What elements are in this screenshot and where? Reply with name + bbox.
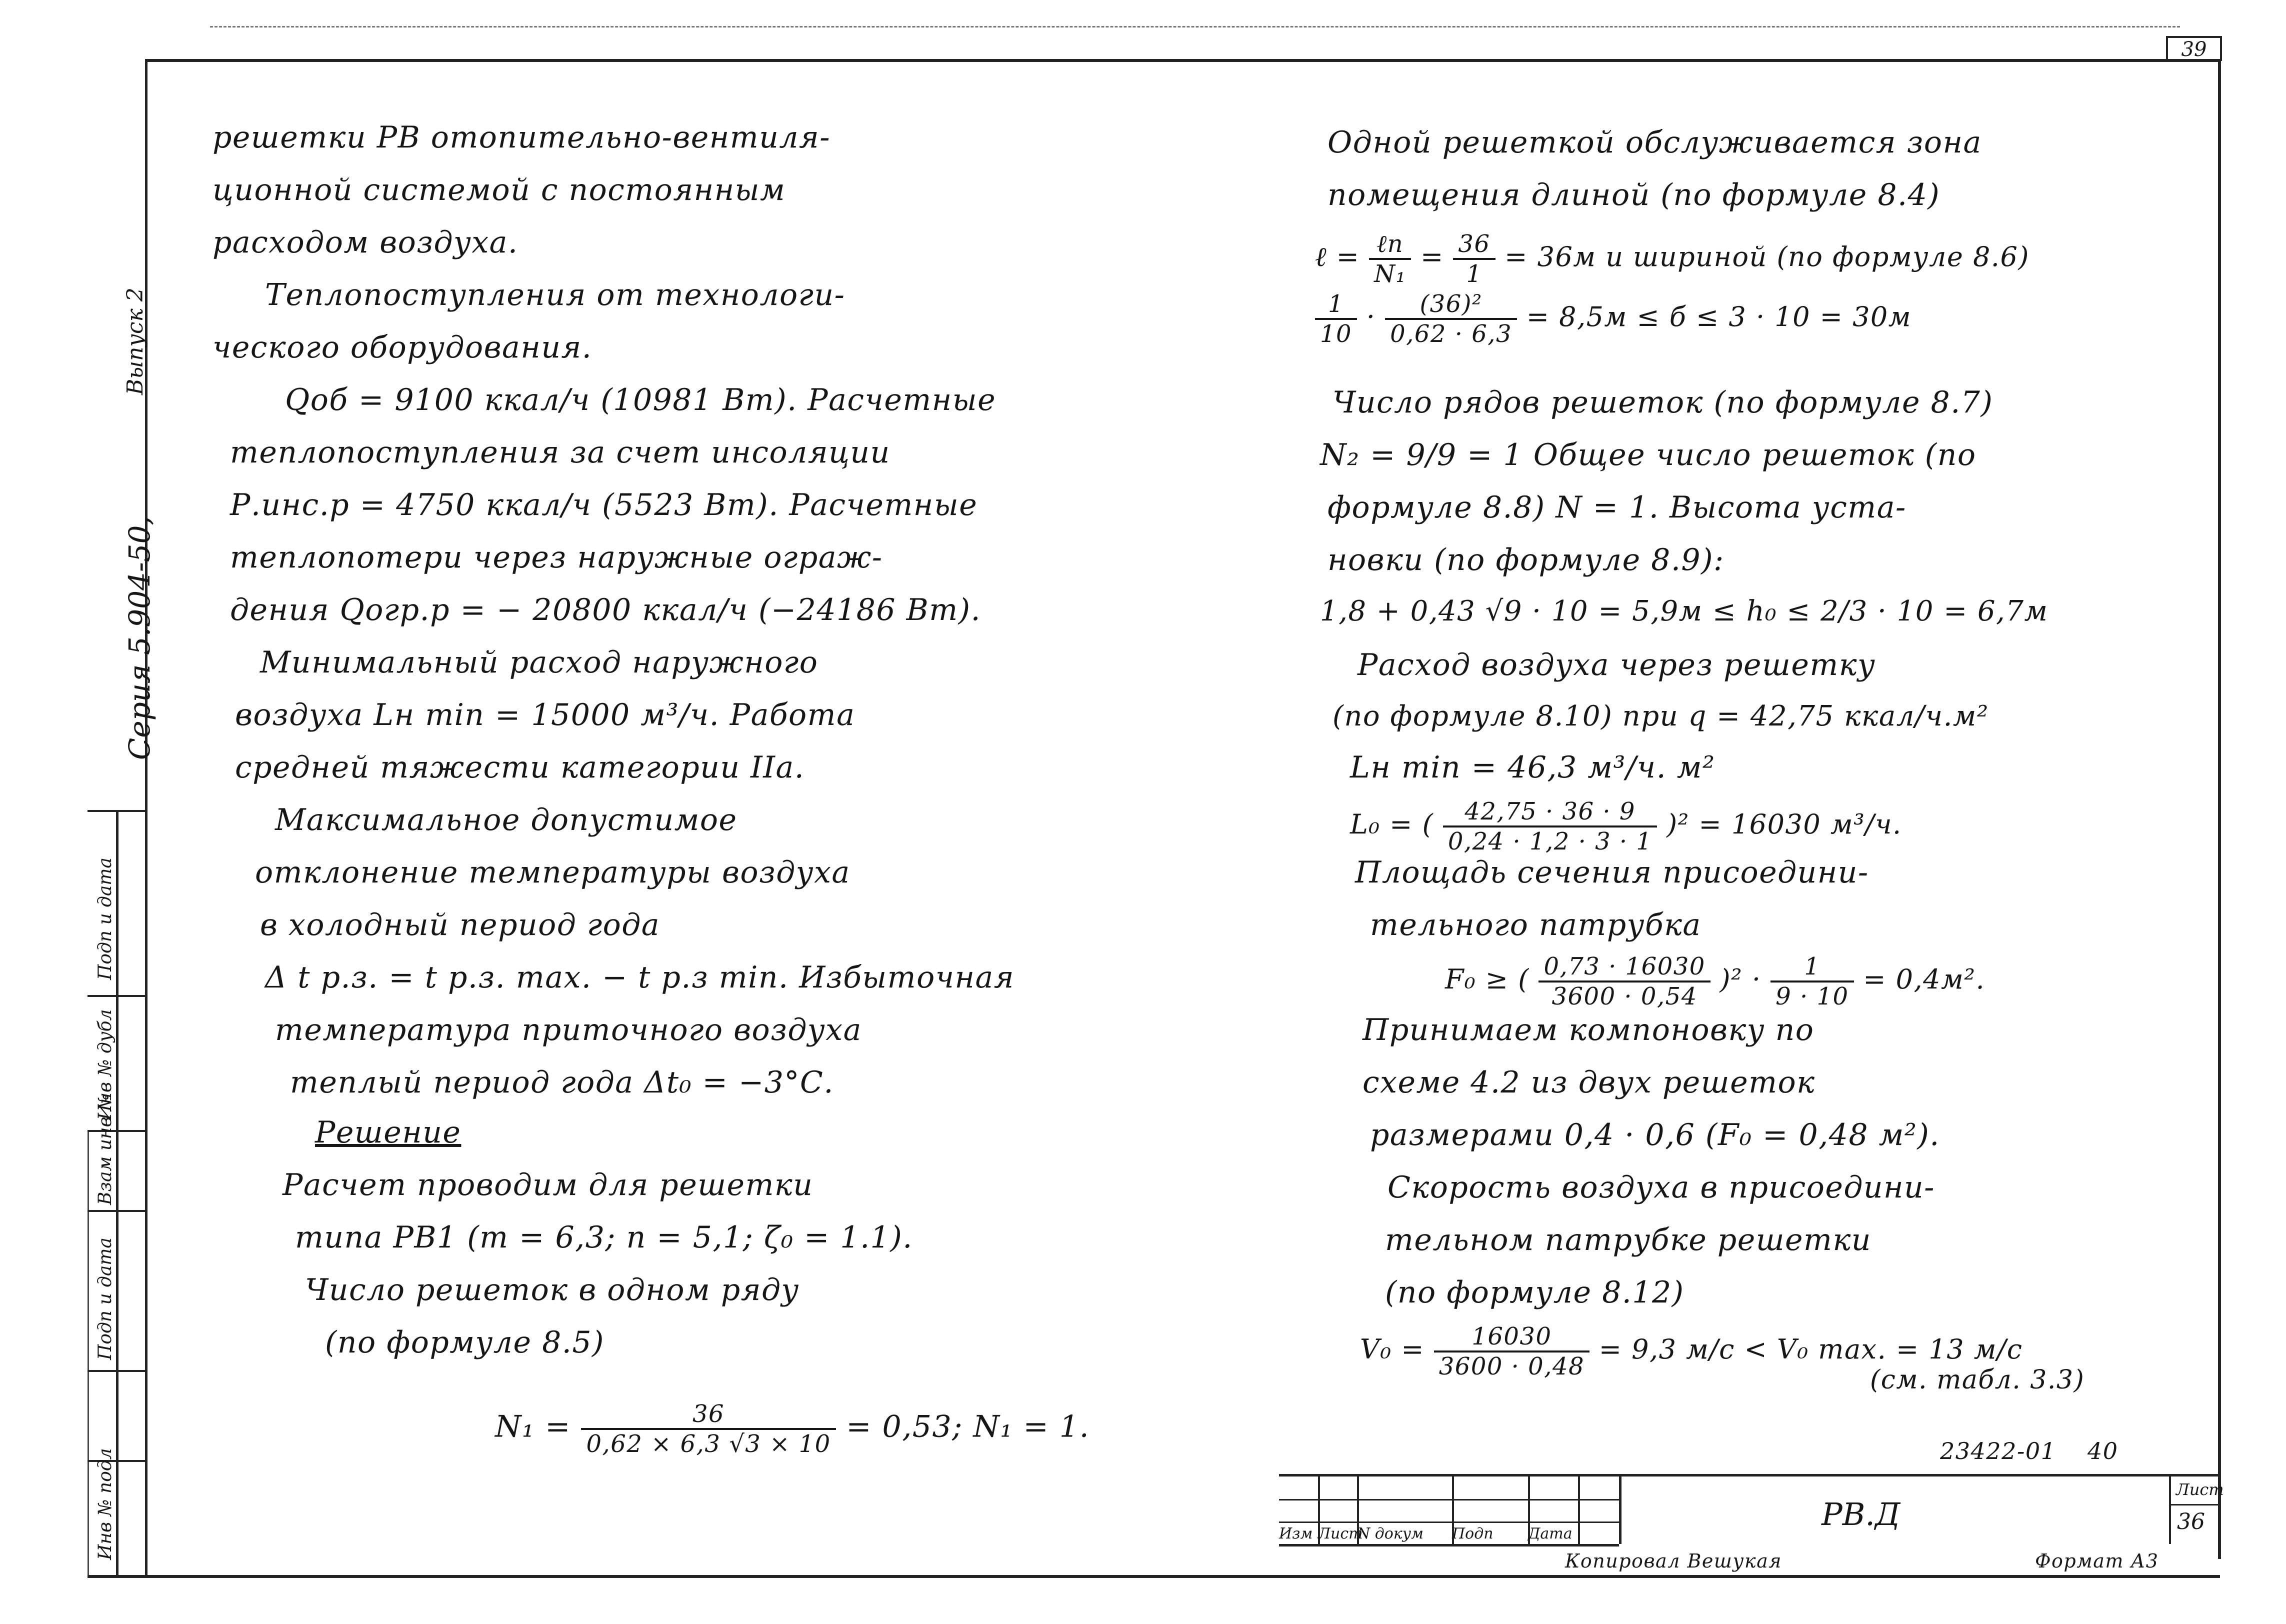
text-line: Принимаем компоновку по <box>1362 1012 1814 1048</box>
fraction <box>1385 290 1517 348</box>
formula-lhs: L₀ = ( <box>1350 808 1434 840</box>
fraction-denominator: 0,62 · 6,3 <box>1390 320 1512 348</box>
header-sign: Подп <box>1452 1525 1494 1542</box>
binding-divider <box>88 1370 145 1372</box>
header-date: Дата <box>1528 1525 1572 1542</box>
grid-row <box>1279 1499 1619 1500</box>
multiply-sign: · <box>1366 301 1376 332</box>
text-line: ционной системой с постоянным <box>212 172 786 208</box>
sheet-label: Лист <box>2176 1480 2224 1499</box>
text-line: Скорость воздуха в присоедини- <box>1388 1170 1935 1205</box>
formula-rhs: = 8,5м ≤ б ≤ 3 · 10 = 30м <box>1526 301 1912 332</box>
frame-top <box>145 59 2220 62</box>
text-line: тельного патрубка <box>1370 908 1702 942</box>
binding-cell: Инв № подл <box>95 1448 116 1560</box>
doc-code: 23422-01 <box>1940 1438 2056 1464</box>
text-line: схеме 4.2 из двух решеток <box>1362 1065 1816 1100</box>
fraction-numerator: (36)² <box>1385 290 1517 320</box>
text-line: ческого оборудования. <box>212 330 592 365</box>
text-line: воздуха Lн min = 15000 м³/ч. Работа <box>235 698 856 732</box>
binding-divider <box>88 810 145 812</box>
text-line: Р.инс.р = 4750 ккал/ч (5523 Вт). Расчетные <box>230 488 978 522</box>
formula-n1 <box>495 1400 1090 1458</box>
text-line: N₂ = 9/9 = 1 Общее число решеток (по <box>1320 438 1976 472</box>
copied-by: Копировал Вешукая <box>1565 1550 1782 1572</box>
fraction <box>1453 230 1495 288</box>
text-line: новки (по формуле 8.9): <box>1328 542 1724 578</box>
text-line: (по формуле 8.12) <box>1385 1275 1684 1310</box>
binding-strip-border <box>145 59 148 1575</box>
fraction <box>1369 230 1411 288</box>
text-line: в холодный период года <box>260 908 660 942</box>
text-line: теплый период года Δt₀ = −3°С. <box>290 1065 834 1100</box>
fraction <box>1538 952 1710 1010</box>
text-line: теплопотери через наружные ограж- <box>230 540 883 575</box>
frame-right <box>2218 59 2221 1559</box>
fraction-denominator: 3600 · 0,54 <box>1552 982 1698 1010</box>
formula-f0 <box>1445 952 1985 1010</box>
text-line: Теплопоступления от технологи- <box>265 278 846 312</box>
formula-rhs: = 9,3 м/с < V₀ max. = 13 м/с <box>1598 1334 2023 1365</box>
text-line: отклонение температуры воздуха <box>255 855 850 890</box>
fraction-numerator: 1 <box>1770 952 1854 982</box>
fraction-denominator: 10 <box>1320 320 1352 348</box>
formula-l0 <box>1350 798 1902 856</box>
formula-rhs: = 0,53; N₁ = 1. <box>846 1409 1090 1444</box>
text-line: Lн min = 46,3 м³/ч. м² <box>1350 750 1716 785</box>
fraction <box>1315 290 1357 348</box>
binding-strip-edge <box>88 1130 89 1575</box>
text-line: Расчет проводим для решетки <box>282 1168 814 1202</box>
formula-width <box>1315 290 1912 348</box>
paper-format: Формат А3 <box>2035 1550 2159 1572</box>
equals-sign: = <box>1420 241 1444 272</box>
series-label: Серия 5.904-50, <box>122 516 156 760</box>
text-line: средней тяжести категории IIа. <box>235 750 805 785</box>
sheet-box <box>2169 1476 2224 1544</box>
drawing-title: РВ.Д <box>1822 1496 1900 1532</box>
fraction-numerator: 1 <box>1315 290 1357 320</box>
fraction-denominator: 3600 · 0,48 <box>1438 1352 1585 1380</box>
formula-rhs: )² = 16030 м³/ч. <box>1666 808 1902 840</box>
text-line: тельном патрубке решетки <box>1385 1222 1872 1258</box>
grid-row <box>1279 1522 1619 1523</box>
text-line: Расход воздуха через решетку <box>1358 648 1876 682</box>
fraction-denominator: 0,24 · 1,2 · 3 · 1 <box>1448 828 1652 856</box>
text-line: Число решеток в одном ряду <box>305 1272 800 1308</box>
binding-cell: Инв № дубл <box>95 1009 116 1120</box>
binding-cell: Подп и дата <box>95 1237 116 1360</box>
binding-divider <box>88 1210 145 1212</box>
fraction <box>581 1400 836 1458</box>
text-line: Одной решеткой обслуживается зона <box>1328 125 1982 160</box>
fraction <box>1443 798 1658 856</box>
binding-cell: Подп и дата <box>95 857 116 980</box>
top-dashed-line <box>210 26 2180 28</box>
issue-label: Выпуск 2 <box>122 288 148 395</box>
text-line: Qоб = 9100 ккал/ч (10981 Вт). Расчетные <box>285 382 996 418</box>
fraction <box>1770 952 1854 1010</box>
fraction-numerator: 16030 <box>1434 1322 1590 1352</box>
formula-lhs: V₀ = <box>1360 1334 1425 1365</box>
text-line: 1,8 + 0,43 √9 · 10 = 5,9м ≤ h₀ ≤ 2/3 · 10 = 6,7м <box>1320 595 2048 628</box>
header-list: Лист <box>1318 1525 1363 1542</box>
text-line: Максимальное допустимое <box>275 802 738 838</box>
fraction-numerator: 42,75 · 36 · 9 <box>1443 798 1658 828</box>
text-line: Число рядов решеток (по формуле 8.7) <box>1332 385 1994 420</box>
grid-row <box>1279 1544 1619 1546</box>
formula-mid: )² · <box>1720 964 1762 995</box>
doc-number: 40 <box>2088 1438 2118 1464</box>
fraction <box>1434 1322 1590 1380</box>
binding-divider <box>88 995 145 997</box>
table-reference: (см. табл. 3.3) <box>1870 1365 2085 1395</box>
sheet-number: 36 <box>2177 1509 2205 1534</box>
text-line: Минимальный расход наружного <box>260 645 818 680</box>
formula-rhs: = 36м и шириной (по формуле 8.6) <box>1504 241 2030 272</box>
fraction-numerator: 36 <box>1453 230 1495 260</box>
fraction-numerator: ℓп <box>1369 230 1411 260</box>
text-line: (по формуле 8.10) при q = 42,75 ккал/ч.м² <box>1332 700 1989 732</box>
fraction-numerator: 0,73 · 16030 <box>1538 952 1710 982</box>
text-line: размерами 0,4 · 0,6 (F₀ = 0,48 м²). <box>1370 1118 1940 1152</box>
revision-headers <box>1279 1525 1578 1542</box>
formula-rhs: = 0,4м². <box>1863 964 1986 995</box>
fraction-denominator: 0,62 × 6,3 √3 × 10 <box>586 1430 831 1458</box>
formula-lhs: F₀ ≥ ( <box>1445 964 1530 995</box>
formula-lhs: N₁ = <box>495 1409 571 1444</box>
formula-length <box>1315 230 2030 288</box>
text-line: расходом воздуха. <box>212 225 518 260</box>
sheet-divider <box>2171 1504 2220 1506</box>
header-doc: N докум <box>1357 1525 1424 1542</box>
fraction-denominator: 9 · 10 <box>1776 982 1849 1010</box>
text-line: теплопоступления за счет инсоляции <box>230 435 890 470</box>
page-number: 39 <box>2166 36 2222 61</box>
text-line: дения Qогр.р = − 20800 ккал/ч (−24186 Вт). <box>230 592 982 628</box>
title-block-main <box>1619 1476 2172 1544</box>
text-line: Δ t р.з. = t р.з. max. − t р.з min. Избыточная <box>265 960 1015 995</box>
binding-cell: Взам инв № <box>95 1094 116 1205</box>
text-line: помещения длиной (по формуле 8.4) <box>1328 178 1940 212</box>
text-line: (по формуле 8.5) <box>325 1325 604 1360</box>
text-line: формуле 8.8) N = 1. Высота уста- <box>1328 490 1906 525</box>
fraction-denominator: N₁ <box>1374 260 1406 288</box>
text-line: температура приточного воздуха <box>275 1012 862 1048</box>
text-line: решетки РВ отопительно-вентиля- <box>212 120 831 155</box>
header-izm: Изм <box>1279 1525 1313 1542</box>
fraction-denominator: 1 <box>1466 260 1482 288</box>
fraction-numerator: 36 <box>581 1400 836 1430</box>
text-line: Площадь сечения присоедини- <box>1355 855 1869 890</box>
formula-lhs: ℓ = <box>1315 241 1360 272</box>
text-line: типа РВ1 (m = 6,3; n = 5,1; ζ₀ = 1.1). <box>295 1220 913 1255</box>
solution-heading: Решение <box>315 1115 462 1150</box>
